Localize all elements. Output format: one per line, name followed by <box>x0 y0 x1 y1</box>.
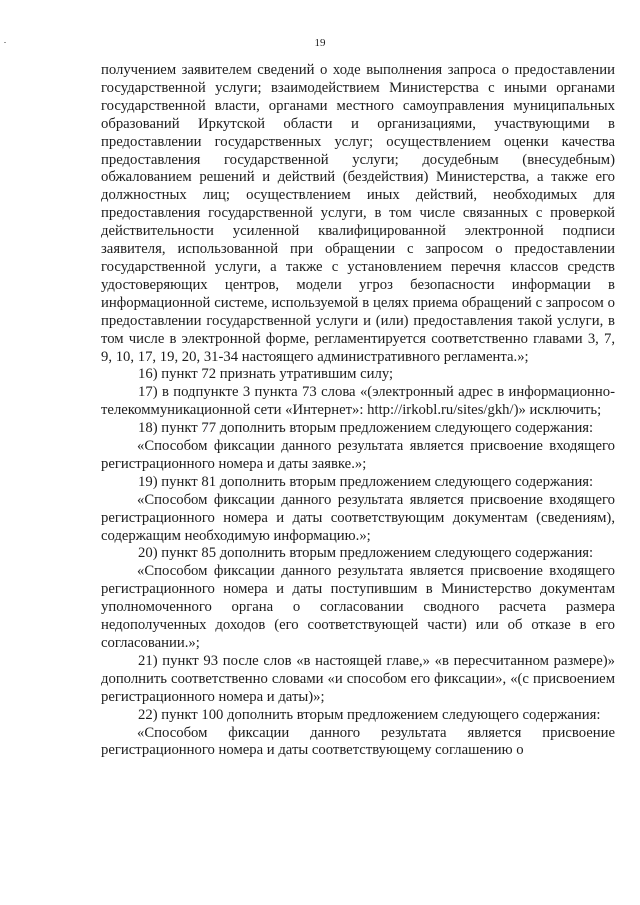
quote-paragraph: «Способом фиксации данного результата является присвоение входящего регистрационного номера и даты заявке.»; <box>101 438 615 472</box>
paragraph: получением заявителем сведений о ходе выполнения запроса о предоставлении государственной услуги; взаимодействием Министерства с иными органами государственной власти, органами местного самоуправления муниципальных образований Иркутской области и организациями, участвующими в предоставлении государственных услуг; осуществлением оценки качества предоставления государственной услуги; досудебным (внесудебным) обжалованием решений и действий (бездействия) Министерства, а также его должностных лиц; осуществлением иных действий, необходимых для предоставления государственной услуги, в том числе связанных с проверкой действительности усиленной квалифицированной электронной подписи заявителя, использованной при обращении с запросом о предоставлении государственной услуги, а также с установлением перечня классов средств удостоверяющих центров, модели угроз безопасности информации в информационной системе, используемой в целях приема обращений с запросом о предоставлении государственной услуги и (или) предоставления такой услуги, в том числе в электронной форме, регламентируется соответственно главами 3, 7, 9, 10, 17, 19, 20, 31-34 настоящего административного регламента.»; <box>101 62 615 365</box>
quote-paragraph: «Способом фиксации данного результата является присвоение регистрационного номера и даты соответствующему соглашению о <box>101 724 615 759</box>
list-item-16: 16) пункт 72 признать утратившим силу; <box>138 366 394 383</box>
page-number: 19 <box>314 37 326 49</box>
list-item-19: 19) пункт 81 дополнить вторым предложением следующего содержания: <box>138 473 594 490</box>
list-item-17: 17) в подпункте 3 пункта 73 слова «(электронный адрес в информационно-телекоммуникационной сети «Интернет»: http://irkobl.ru/sites/gkh/)» исключить; <box>101 384 615 419</box>
list-item-20: 20) пункт 85 дополнить вторым предложением следующего содержания: <box>138 545 594 562</box>
quote-paragraph: «Способом фиксации данного результата является присвоение входящего регистрационного номера и даты соответствующим документам (сведениям), содержащим необходимую информацию.»; <box>101 491 615 544</box>
document-body <box>101 62 615 760</box>
list-item-22: 22) пункт 100 дополнить вторым предложением следующего содержания: <box>138 706 601 723</box>
list-item-18: 18) пункт 77 дополнить вторым предложением следующего содержания: <box>138 420 594 437</box>
list-item-21: 21) пункт 93 после слов «в настоящей главе,» «в пересчитанном размере)» дополнить соответственно словами «и способом его фиксации», «(с присвоением регистрационного номера и даты)»; <box>101 652 615 705</box>
quote-paragraph: «Способом фиксации данного результата является присвоение входящего регистрационного номера и даты поступившим в Министерство документам уполномоченного органа о согласовании сводного расчета размера недополученных доходов (его соответствующей части) или об отказе в его согласовании.»; <box>101 563 615 651</box>
